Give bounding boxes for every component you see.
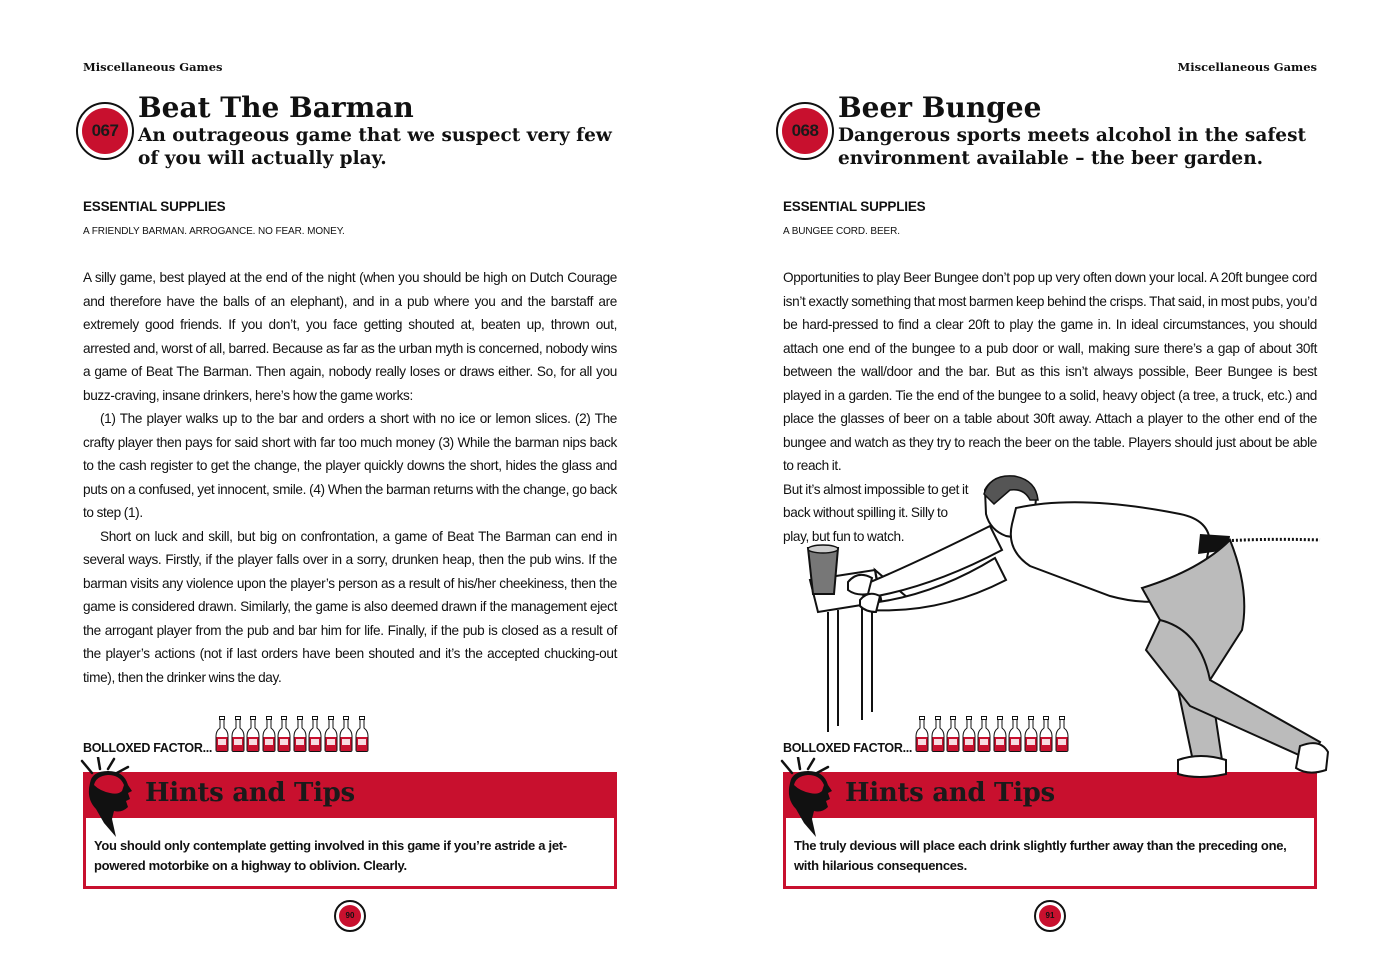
body-text xyxy=(83,266,617,689)
beer-bottle-icon xyxy=(324,716,338,752)
beer-bottle-icon xyxy=(277,716,291,752)
beer-bottle-icon xyxy=(246,716,260,752)
paragraph: (1) The player walks up to the bar and orders a short with no ice or lemon slices. (2) The crafty player then pays for said short with far too much money (3) While the barman nips back to the cash register to get the change, the player quickly downs the short, hides the glass and puts on a confused, yet innocent, smile. (4) When the barman returns with the change, go back to step (1). xyxy=(83,411,617,520)
page-number: 91 xyxy=(1039,905,1061,927)
tips-title: Hints and Tips xyxy=(145,778,355,808)
page-number: 90 xyxy=(339,905,361,927)
game-number: 067 xyxy=(82,108,128,154)
game-title: Beer Bungee xyxy=(838,91,1042,124)
beer-bottle-icon xyxy=(215,716,229,752)
beer-bottle-icon xyxy=(355,716,369,752)
running-head: Miscellaneous Games xyxy=(1177,60,1317,74)
bolloxed-factor-label: BOLLOXED FACTOR... xyxy=(83,741,213,755)
tips-text: The truly devious will place each drink slightly further away than the preceding one, with hilarious consequences. xyxy=(794,838,1287,873)
beer-bottle-icon xyxy=(339,716,353,752)
page-number-badge xyxy=(334,900,366,932)
beer-bottle-icon xyxy=(231,716,245,752)
game-number-badge xyxy=(776,102,834,160)
page-number-badge xyxy=(1034,900,1066,932)
bolloxed-factor-bottles xyxy=(215,716,369,752)
man-reaching-for-beer-illustration xyxy=(780,470,1340,800)
shouting-head-icon xyxy=(78,757,140,839)
tips-title: Hints and Tips xyxy=(845,778,1055,808)
paragraph: A silly game, best played at the end of the night (when you should be high on Dutch Courage and therefore have the balls of an elephant), and in a pub where you and the barstaff are extremely good friends. If you don’t, you face getting shouted at, beaten up, thrown out, arrested and, worst of all, barred. Because as far as the urban myth is concerned, nobody wins a game of Beat The Barman. Then again, nobody really loses or draws either. So, for all you buzz-craving, insane drinkers, here’s how the game works: xyxy=(83,270,617,403)
game-subtitle: An outrageous game that we suspect very few of you will actually play. xyxy=(138,125,612,169)
paragraph: Short on luck and skill, but big on confrontation, a game of Beat The Barman can end in several ways. Firstly, if the player falls over in a sorry, drunken heap, then the pub wins. If the barman visits any violence upon the player’s person as a result of his/her cheekiness, then the game is considered drawn. Similarly, the game is also deemed drawn if the management eject the arrogant player from the pub and bar him for life. Finally, if the pub is closed as a result of the player’s actions (not if last orders have been shouted and it’s the accepted chucking-out time), then the drinker wins the day. xyxy=(83,528,617,685)
supplies-list: A BUNGEE CORD. BEER. xyxy=(783,226,900,237)
beer-bottle-icon xyxy=(293,716,307,752)
paragraph: But it’s almost impossible to get it back without spilling it. Silly to play, but fun to watch. xyxy=(783,481,969,544)
beer-bottle-icon xyxy=(262,716,276,752)
beer-bottle-icon xyxy=(308,716,322,752)
supplies-heading: ESSENTIAL SUPPLIES xyxy=(783,199,926,214)
game-number-badge xyxy=(76,102,134,160)
supplies-list: A FRIENDLY BARMAN. ARROGANCE. NO FEAR. MONEY. xyxy=(83,226,345,237)
paragraph: Opportunities to play Beer Bungee don’t pop up very often down your local. A 20ft bungee cord isn’t exactly something that most barmen keep behind the crisps. That said, in most pubs, you’d be hard-pressed to find a clear 20ft to play the game in. In ideal circumstances, you should attach one end of the bungee to a pub door or wall, making sure there’s a gap of about 30ft between the wall/door and the bar. But as this isn’t always possible, Beer Bungee is best played in a garden. Tie the end of the bungee to a solid, heavy object (a tree, a truck, etc.) and place the glasses of beer on a table about 30ft away. Attach a player to the other end of the bungee and watch as they try to reach the beer on the table. Players should just about be able to reach it. xyxy=(783,270,1317,473)
tips-text: You should only contemplate getting involved in this game if you’re astride a jet-powered motorbike on a highway to oblivion. Clearly. xyxy=(94,838,567,873)
bolloxed-factor-label: BOLLOXED FACTOR... xyxy=(783,741,913,755)
game-number: 068 xyxy=(782,108,828,154)
game-title: Beat The Barman xyxy=(138,91,414,124)
game-subtitle: Dangerous sports meets alcohol in the safest environment available – the beer garden. xyxy=(838,125,1307,169)
supplies-heading: ESSENTIAL SUPPLIES xyxy=(83,199,226,214)
running-head: Miscellaneous Games xyxy=(83,60,223,74)
